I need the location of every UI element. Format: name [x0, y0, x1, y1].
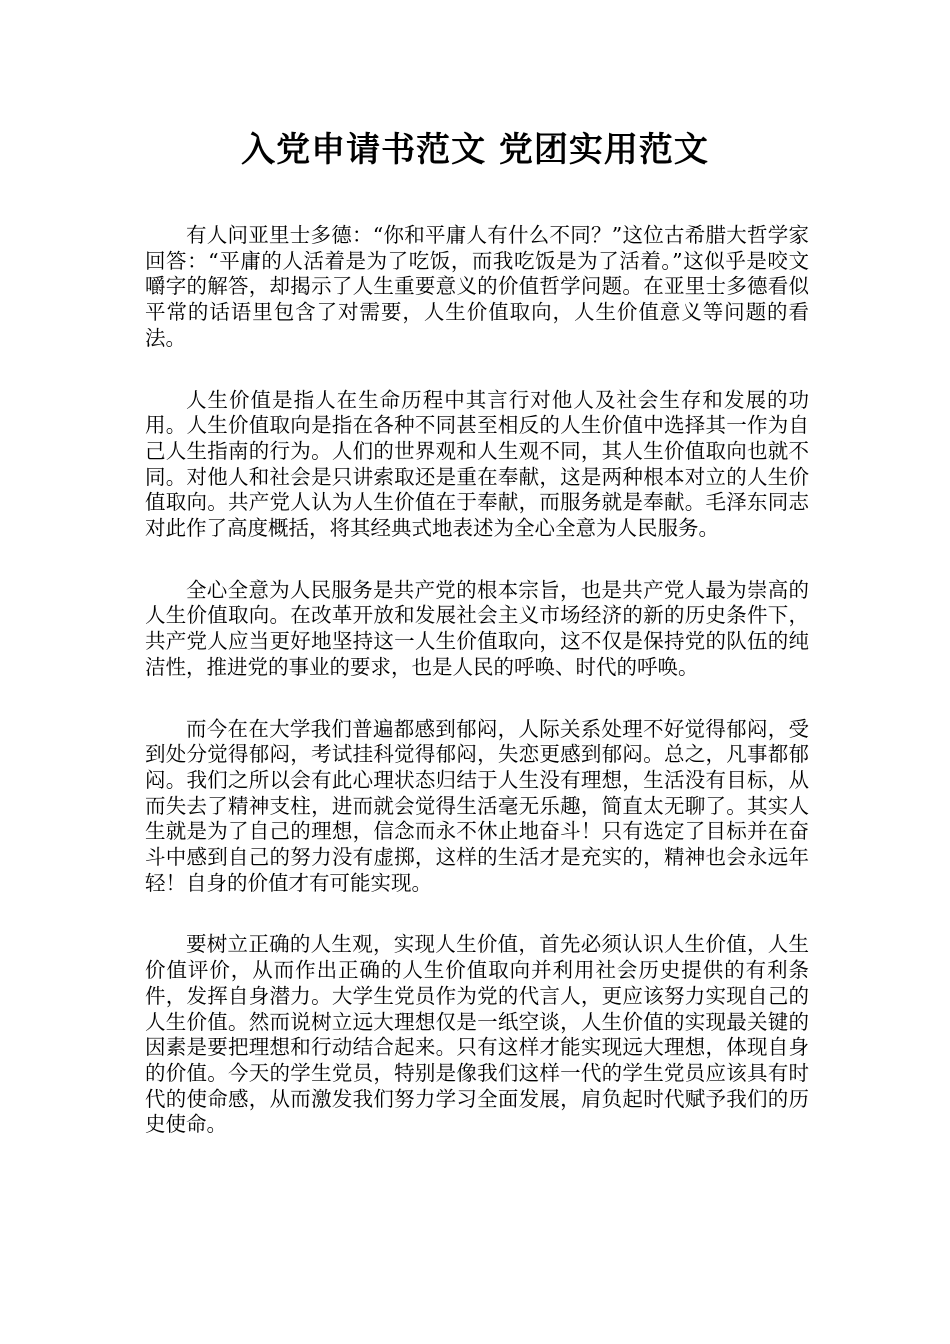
paragraph-5: 要树立正确的人生观，实现人生价值，首先必须认识人生价值，人生价值评价，从而作出正确的人生价值取向并利用社会历史提供的有利条件，发挥自身潜力。大学生党员作为党的代言人，更应该努力实现自己的人生价值。然而说树立远大理想仅是一纸空谈，人生价值的实现最关键的因素是要把理想和行动结合起来。只有这样才能实现远大理想，体现自身的价值。今天的学生党员，特别是像我们这样一代的学生党员应该具有时代的使命感，从而激发我们努力学习全面发展，肩负起时代赋予我们的历史使命。 [145, 932, 809, 1137]
paragraph-1: 有人问亚里士多德：“你和平庸人有什么不同？”这位古希腊大哲学家回答：“平庸的人活着是为了吃饭，而我吃饭是为了活着。”这似乎是咬文嚼字的解答，却揭示了人生重要意义的价值哲学问题。在亚里士多德看似平常的话语里包含了对需要，人生价值取向，人生价值意义等问题的看法。 [145, 223, 809, 350]
paragraph-2: 人生价值是指人在生命历程中其言行对他人及社会生存和发展的功用。人生价值取向是指在各种不同甚至相反的人生价值中选择其一作为自己人生指南的行为。人们的世界观和人生观不同，其人生价值取向也就不同。对他人和社会是只讲索取还是重在奉献，这是两种根本对立的人生价值取向。共产党人认为人生价值在于奉献，而服务就是奉献。毛泽东同志对此作了高度概括，将其经典式地表述为全心全意为人民服务。 [145, 387, 809, 541]
document-body [145, 223, 809, 1174]
paragraph-4: 而今在在大学我们普遍都感到郁闷，人际关系处理不好觉得郁闷，受到处分觉得郁闷，考试挂科觉得郁闷，失恋更感到郁闷。总之，凡事都郁闷。我们之所以会有此心理状态归结于人生没有理想，生活没有目标，从而失去了精神支柱，进而就会觉得生活毫无乐趣，简直太无聊了。其实人生就是为了自己的理想，信念而永不休止地奋斗！只有选定了目标并在奋斗中感到自己的努力没有虚掷，这样的生活才是充实的，精神也会永远年轻！自身的价值才有可能实现。 [145, 716, 809, 895]
document-title: 入党申请书范文 党团实用范文 [241, 130, 709, 170]
paragraph-3: 全心全意为人民服务是共产党的根本宗旨，也是共产党人最为崇高的人生价值取向。在改革开放和发展社会主义市场经济的新的历史条件下，共产党人应当更好地坚持这一人生价值取向，这不仅是保持党的队伍的纯洁性，推进党的事业的要求，也是人民的呼唤、时代的呼唤。 [145, 577, 809, 679]
